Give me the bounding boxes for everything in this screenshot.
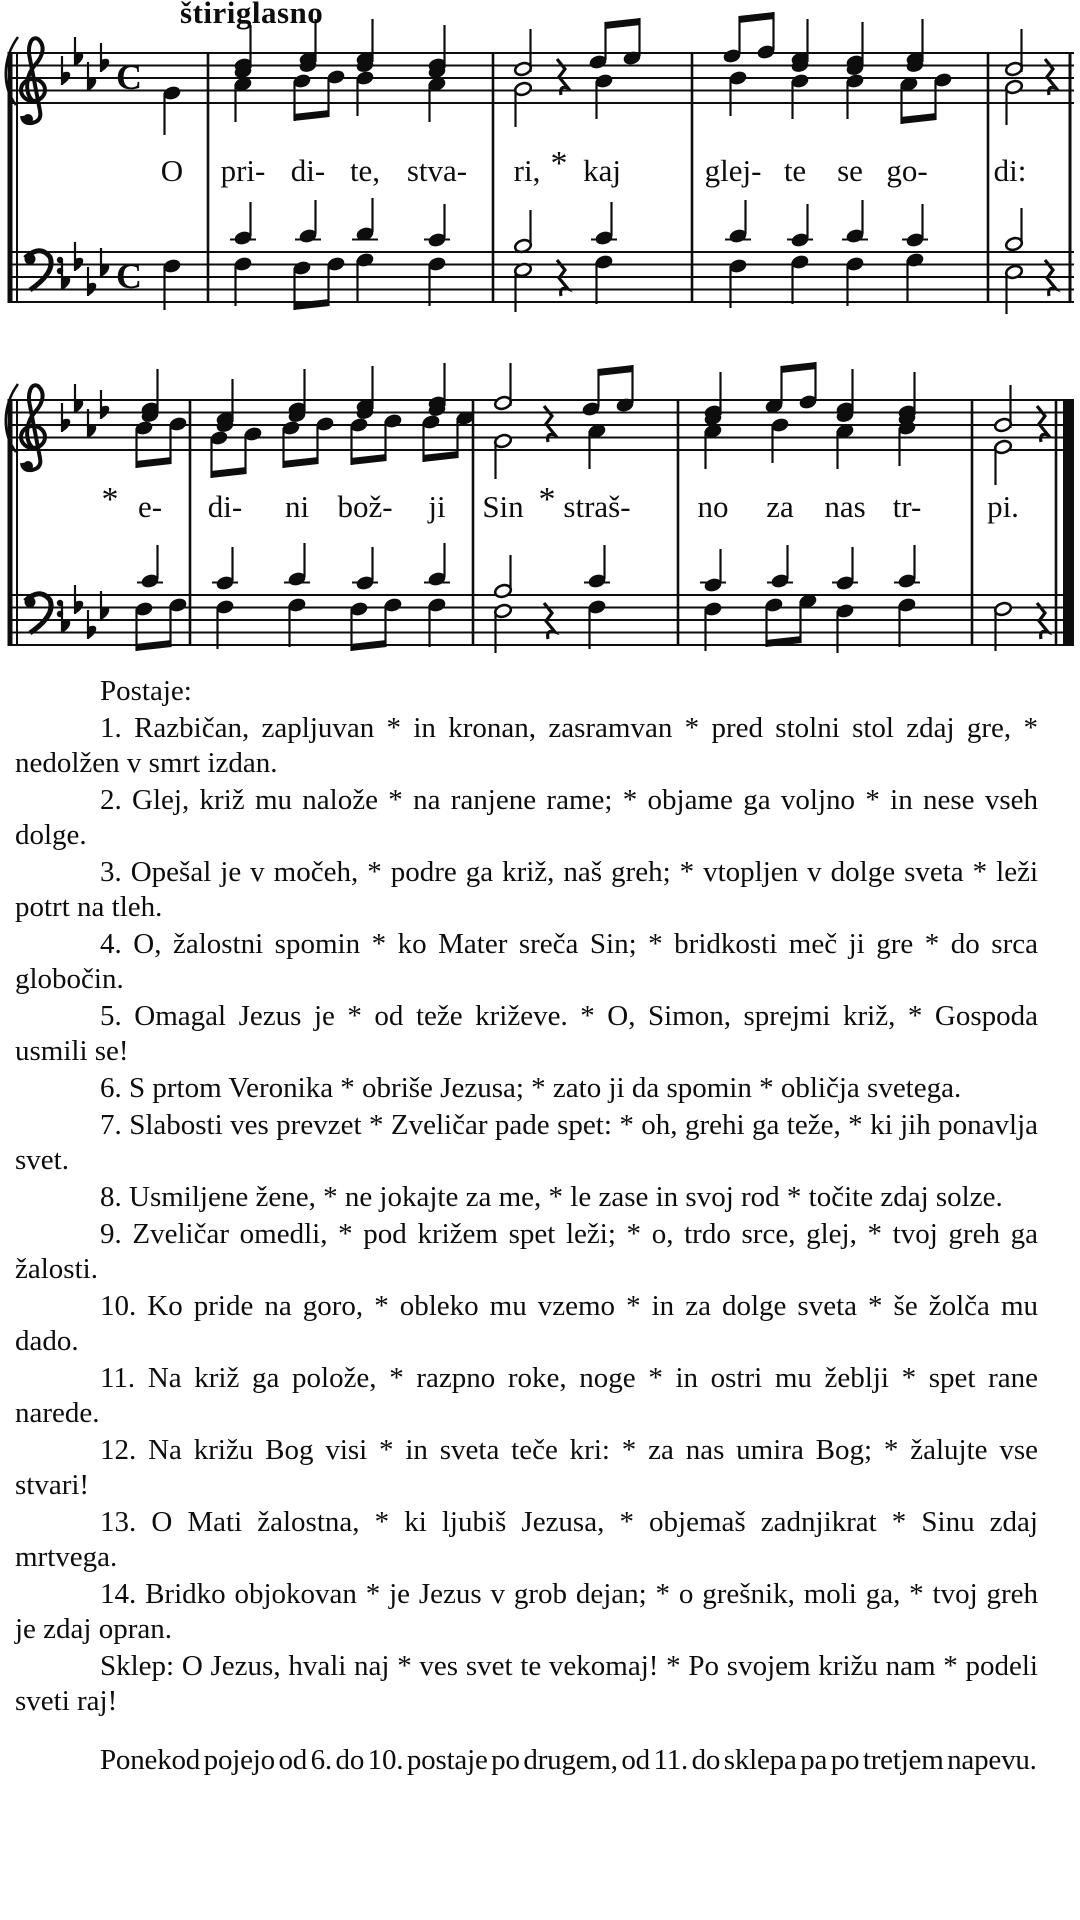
lyrics-line-1 — [161, 145, 1027, 188]
station-paragraph: 5. Omagal Jezus je * od teže križeve. * O, Simon, sprejmi križ, * Gospoda usmili se! — [15, 1000, 1038, 1067]
lyric-syllable: ji — [428, 489, 446, 524]
station-paragraph: 4. O, žalostni spomin * ko Mater sreča Sin; * bridkosti meč ji gre * do srca globočin. — [15, 928, 1038, 995]
lyric-syllable: za — [766, 489, 794, 524]
lyric-syllable: ri, — [513, 153, 541, 188]
lyric-syllable: go- — [886, 153, 928, 188]
station-paragraph: 3. Opešal je v močeh, * podre ga križ, naš greh; * vtopljen v dolge sveta * leži potrt na tleh. — [15, 856, 1038, 923]
lyric-syllable: se — [837, 153, 863, 188]
page-title: štiriglasno — [180, 0, 324, 30]
lyric-syllable: glej- — [704, 153, 762, 188]
station-paragraph: 7. Slabosti ves prevzet * Zveličar pade spet: * oh, grehi ga teže, * ki jih ponavlja svet. — [15, 1109, 1038, 1176]
station-paragraph: 1. Razbičan, zapljuvan * in kronan, zasramvan * pred stolni stol zdaj gre, * nedolžen v smrt izdan. — [15, 712, 1038, 779]
lyric-syllable: no — [697, 489, 729, 524]
performance-footnote: Ponekod pojejo od 6. do 10. postaje po drugem, od 11. do sklepa pa po tretjem napevu. — [100, 1744, 1037, 1776]
lyric-syllable: di- — [207, 489, 243, 524]
lyric-syllable: straš- — [563, 489, 631, 524]
lyric-syllable: te — [783, 153, 807, 188]
system-1 — [6, 12, 1074, 314]
lyrics-line-2 — [102, 481, 1019, 524]
lyric-syllable: bož- — [337, 489, 393, 524]
lyric-syllable: ni — [284, 489, 310, 524]
system-2 — [6, 362, 1074, 653]
station-paragraph: 13. O Mati žalostna, * ki ljubiš Jezusa, * objemaš zadnjikrat * Sinu zdaj mrtvega. — [15, 1506, 1038, 1573]
stations-section — [15, 674, 1038, 1780]
station-paragraph: 14. Bridko objokovan * je Jezus v grob dejan; * o grešnik, moli ga, * tvoj greh je zdaj opran. — [15, 1578, 1038, 1645]
station-paragraph: 10. Ko pride na goro, * obleko mu vzemo * in za dolge sveta * še žolča mu dado. — [15, 1290, 1038, 1357]
lyric-syllable: pri- — [220, 153, 266, 188]
lyric-syllable: nas — [824, 489, 866, 524]
lyric-syllable: te, — [349, 153, 381, 188]
station-paragraph: 6. S prtom Veronika * obriše Jezusa; * zato ji da spomin * obličja svetega. — [100, 1072, 962, 1104]
lyric-asterisk: * — [538, 481, 556, 518]
lyric-syllable: stva- — [406, 153, 468, 188]
music-notation — [0, 0, 1080, 676]
station-paragraph: 8. Usmiljene žene, * ne jokajte za me, * le zase in svoj rod * točite zdaj solze. — [100, 1181, 1003, 1213]
lyric-syllable: e- — [137, 489, 163, 524]
lyric-syllable: kaj — [583, 153, 621, 188]
stations-label: Postaje: — [100, 675, 192, 707]
station-paragraph: 12. Na križu Bog visi * in sveta teče kri: * za nas umira Bog; * žalujte vse stvari! — [15, 1434, 1038, 1501]
station-paragraph: 9. Zveličar omedli, * pod križem spet leži; * o, trdo srce, glej, * tvoj greh ga žalosti. — [15, 1218, 1038, 1285]
station-paragraph: Sklep: O Jezus, hvali naj * ves svet te vekomaj! * Po svojem križu nam * podeli sveti raj! — [15, 1650, 1038, 1717]
time-signature: C — [116, 256, 142, 296]
station-paragraph: 2. Glej, križ mu nalože * na ranjene rame; * objame ga voljno * in nese vseh dolge. — [15, 784, 1038, 851]
lyric-asterisk: * — [550, 145, 568, 182]
lyric-asterisk: * — [101, 481, 119, 518]
lyric-syllable: di: — [993, 153, 1027, 188]
station-paragraph: 11. Na križ ga polože, * razpno roke, noge * in ostri mu žeblji * spet rane narede. — [15, 1362, 1038, 1429]
lyric-syllable: O — [160, 153, 184, 188]
lyric-syllable: pi. — [987, 489, 1019, 524]
lyric-syllable: di- — [290, 153, 326, 188]
time-signature: C — [116, 57, 142, 97]
lyric-syllable: Sin — [482, 489, 524, 524]
lyric-syllable: tr- — [892, 489, 922, 524]
stations-list — [15, 711, 1038, 1719]
